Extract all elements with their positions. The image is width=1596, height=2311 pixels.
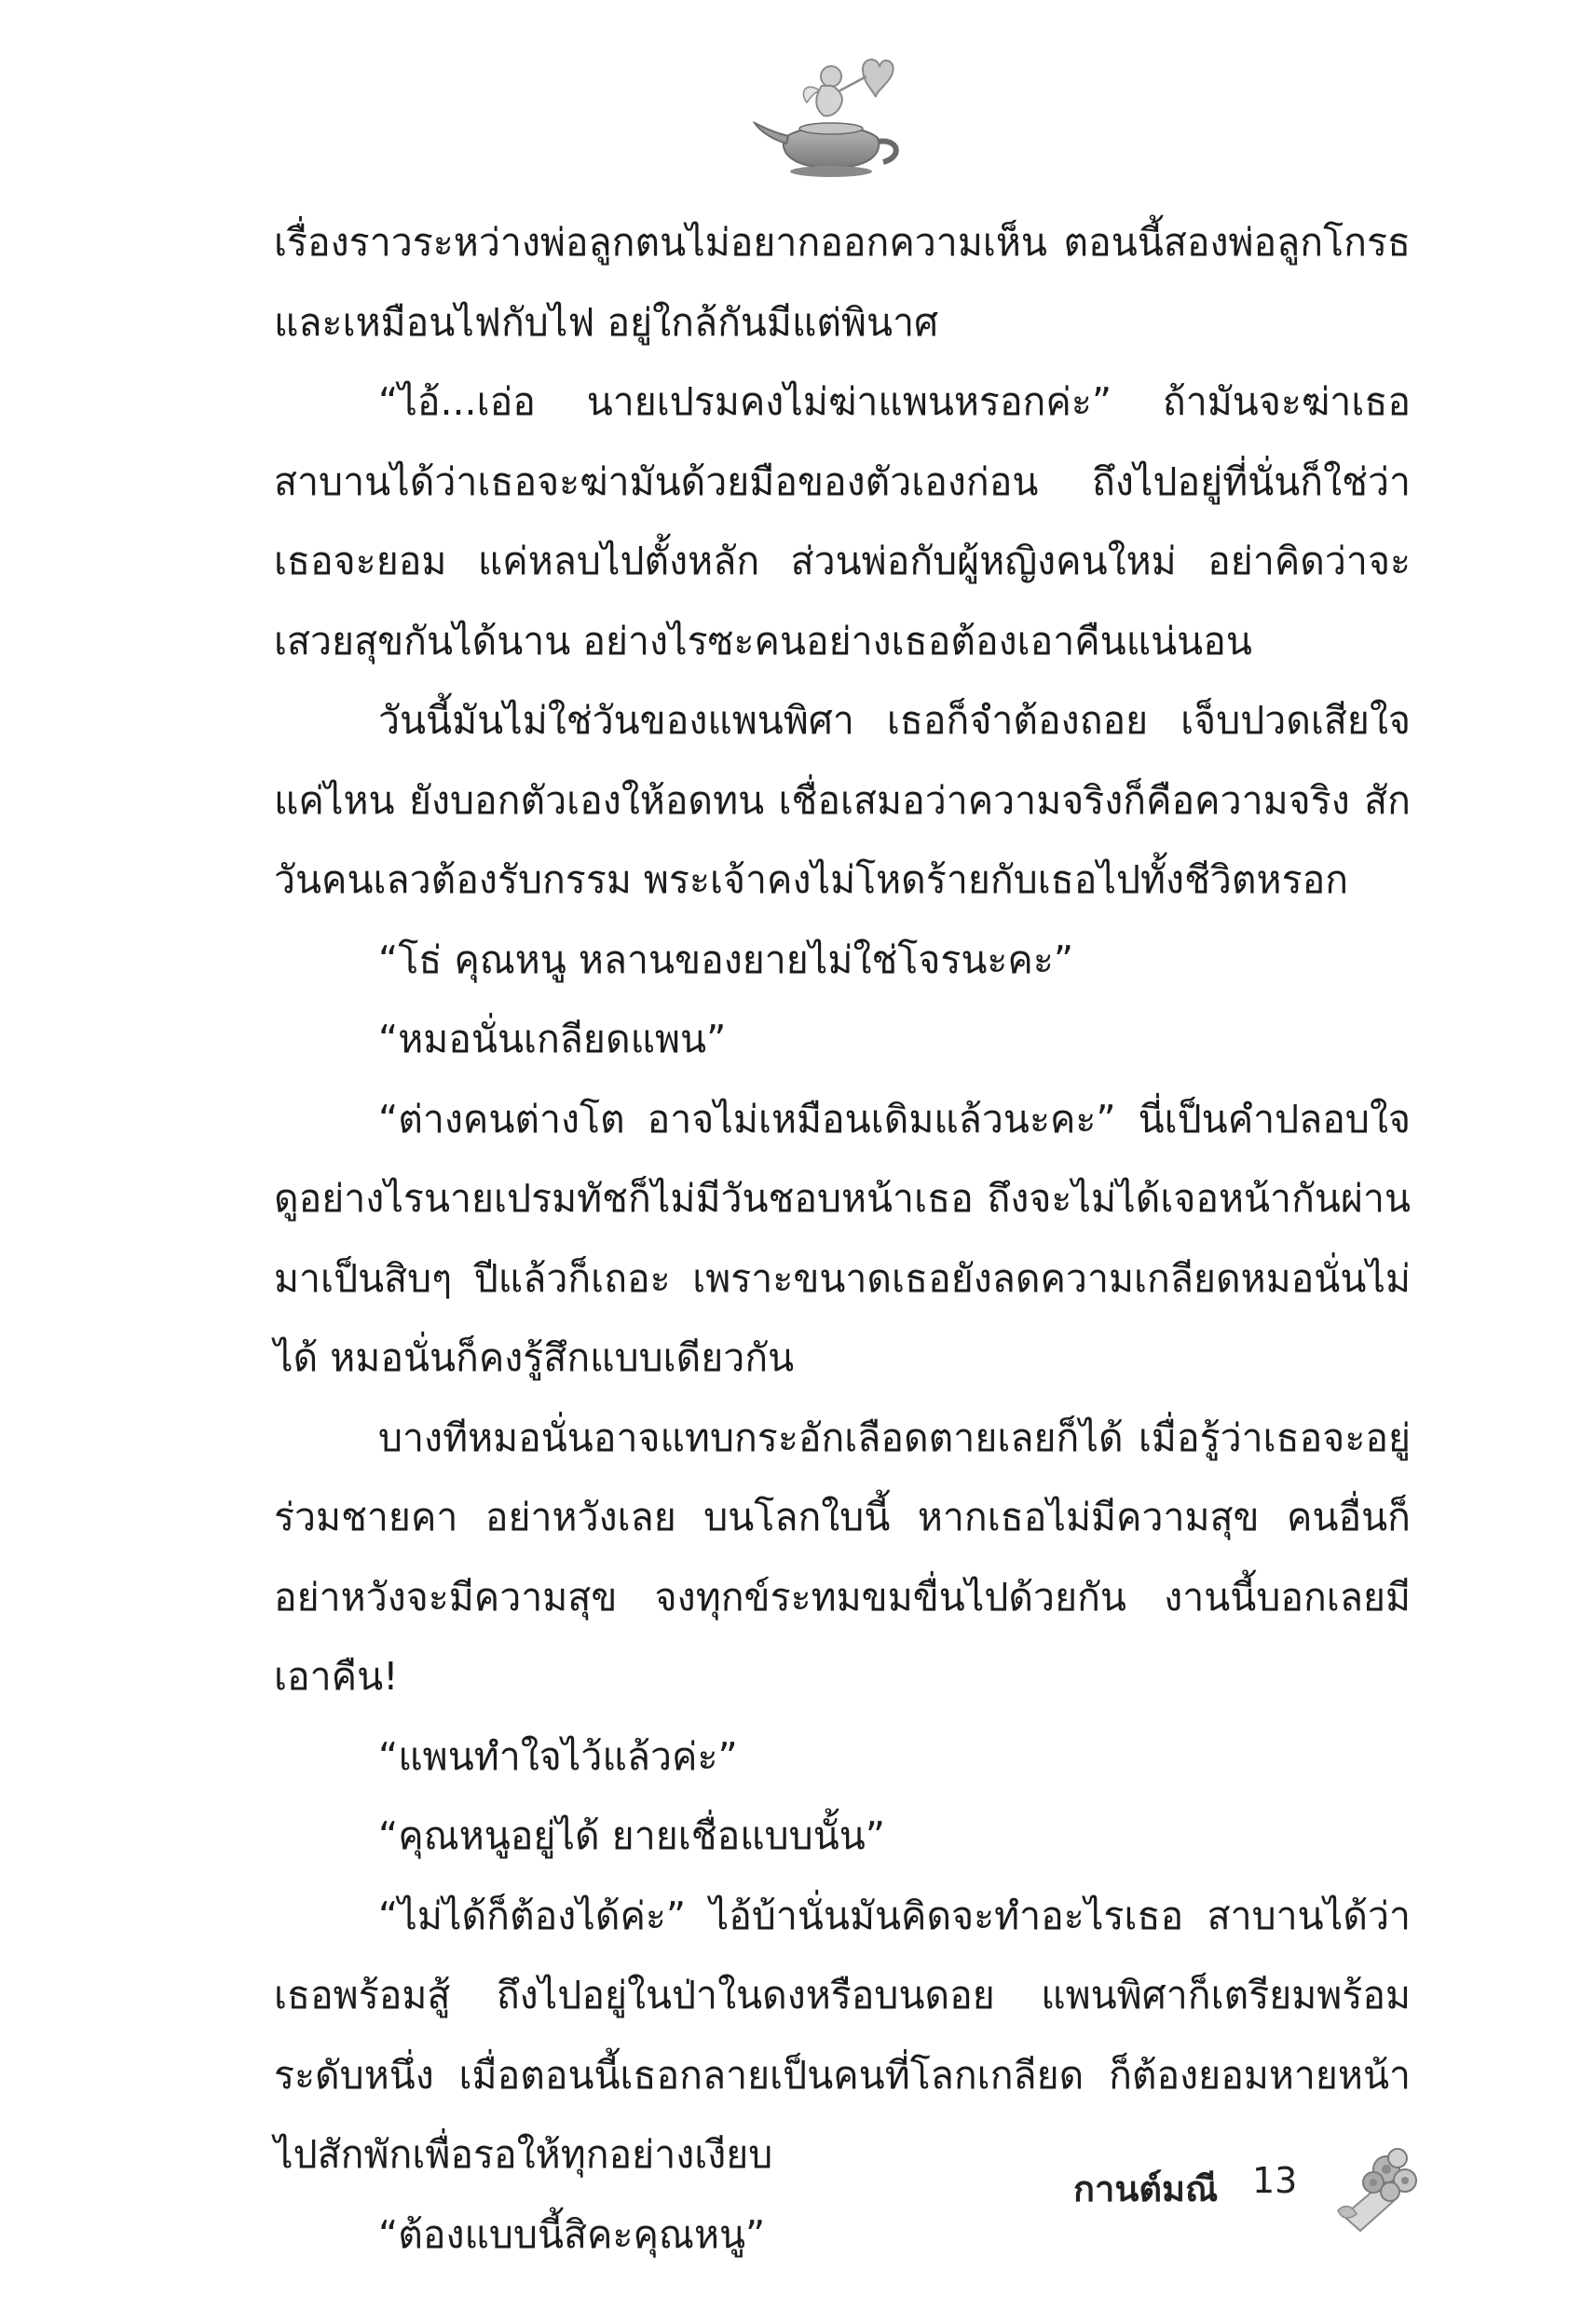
paragraph: “ไอ้...เอ่อ นายเปรมคงไม่ฆ่าแพนหรอกค่ะ” ถ้ามันจะฆ่าเธอสาบานได้ว่าเธอจะฆ่ามันด้วยมือของตัวเองก่อน ถึงไปอยู่ที่นั่นก็ใช่ว่าเธอจะยอม แค่หลบไปตั้งหลัก ส่วนพ่อกับผู้หญิงคนใหม่ อย่าคิดว่าจะเสวยสุขกันได้นาน อย่างไรซะคนอย่างเธอต้องเอาคืนแน่นอน (274, 379, 1411, 663)
paragraph: “ต่างคนต่างโต อาจไม่เหมือนเดิมแล้วนะคะ” นี่เป็นคำปลอบใจ ดูอย่างไรนายเปรมทัชก็ไม่มีวันชอบหน้าเธอ ถึงจะไม่ได้เจอหน้ากันผ่านมาเป็นสิบๆ ปีแล้วก็เถอะ เพราะขนาดเธอยังลดความเกลียดหมอนั่นไม่ได้ หมอนั่นก็คงรู้สึกแบบเดียวกัน (274, 1096, 1411, 1380)
paragraph: “ไม่ได้ก็ต้องได้ค่ะ” ไอ้บ้านั่นมันคิดจะทำอะไรเธอ สาบานได้ว่าเธอพร้อมสู้ ถึงไปอยู่ในป่าในดงหรือบนดอย แพนพิศาก็เตรียมพร้อมระดับหนึ่ง เมื่อตอนนี้เธอกลายเป็นคนที่โลกเกลียด ก็ต้องยอมหายหน้าไปสักพักเพื่อรอให้ทุกอย่างเงียบ (274, 1893, 1411, 2177)
paragraph: “แพนทำใจไว้แล้วค่ะ” (378, 1733, 738, 1779)
page-footer (1062, 2141, 1435, 2235)
paragraph: เรื่องราวระหว่างพ่อลูกตนไม่อยากออกความเห็น ตอนนี้สองพ่อลูกโกรธและเหมือนไฟกับไฟ อยู่ใกล้กันมีแต่พินาศ (274, 220, 1411, 345)
paragraph: “คุณหนูอยู่ได้ ยายเชื่อแบบนั้น” (378, 1813, 885, 1858)
paragraph: “ต้องแบบนี้สิคะคุณหนู” (378, 2211, 766, 2257)
flower-bouquet-icon (1325, 2141, 1427, 2235)
paragraph: วันนี้มันไม่ใช่วันของแพนพิศา เธอก็จำต้องถอย เจ็บปวดเสียใจแค่ไหน ยังบอกตัวเองให้อดทน เชื่อเสมอว่าความจริงก็คือความจริง สักวันคนเลวต้องรับกรรม พระเจ้าคงไม่โหดร้ายกับเธอไปทั้งชีวิตหรอก (274, 698, 1411, 902)
paragraph: “หมอนั่นเกลียดแพน” (378, 1017, 727, 1061)
body-text (274, 203, 1411, 2275)
cupid-teapot-icon (753, 48, 911, 188)
page-number: 13 (1252, 2160, 1298, 2201)
book-title: กานต์มณี (1073, 2168, 1219, 2209)
paragraph: “โธ่ คุณหนู หลานของยายไม่ใช่โจรนะคะ” (378, 937, 1074, 982)
paragraph: บางทีหมอนั่นอาจแทบกระอักเลือดตายเลยก็ได้ เมื่อรู้ว่าเธอจะอยู่ร่วมชายคา อย่าหวังเลย บนโลกใบนี้ หากเธอไม่มีความสุข คนอื่นก็อย่าหวังจะมีความสุข จงทุกข์ระทมขมขื่นไปด้วยกัน งานนี้บอกเลยมีเอาคืน! (274, 1415, 1411, 1699)
